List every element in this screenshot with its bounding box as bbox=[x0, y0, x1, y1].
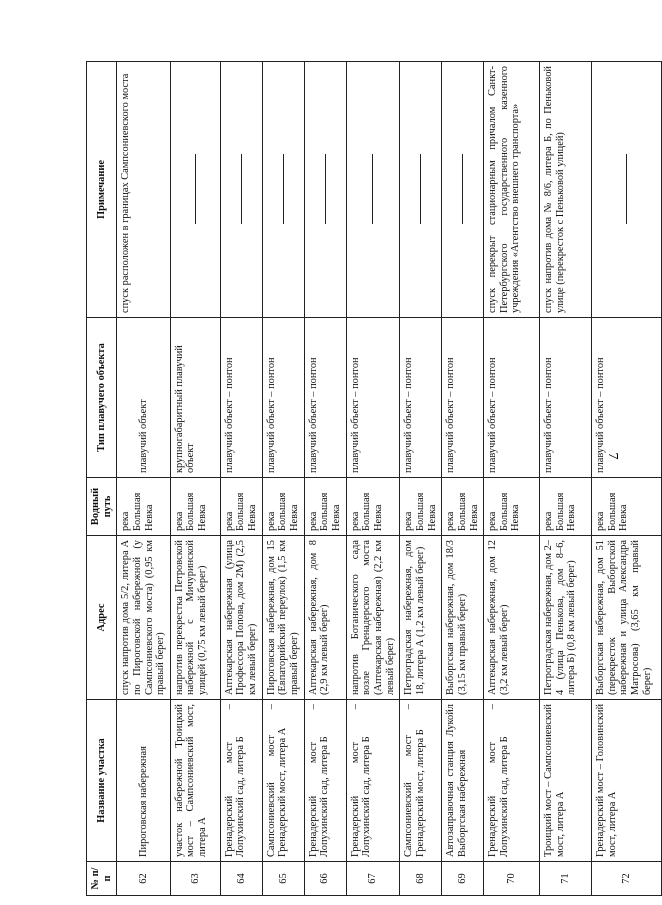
object-type: плавучий объект – понтон bbox=[442, 318, 484, 478]
site-address: Выборгская набережная, дом 18/3 (3,15 км правый берег) bbox=[442, 536, 484, 700]
waterway: река Большая Невка bbox=[540, 478, 592, 536]
site-name: Сампсониевский мост – Гренадерский мост, литера А bbox=[262, 700, 304, 862]
site-address: Аптекарская набережная, дом 8 (2,9 км левый берег) bbox=[304, 536, 346, 700]
object-type: плавучий объект – понтон bbox=[220, 318, 262, 478]
table-row bbox=[592, 62, 662, 896]
table-row bbox=[442, 62, 484, 896]
note: спуск перекрыт стационарным причалом Санкт-Петербургского государственного казенного учреждения «Агентство внешнего транспорта» bbox=[484, 62, 540, 318]
object-type: плавучий объект – понтон bbox=[346, 318, 400, 478]
site-address: Выборгская набережная, дом 51 (перекресток Выборгской набережная и улица Александра Матросова) (3,65 км правый берег) bbox=[592, 536, 662, 700]
row-number: 63 bbox=[170, 862, 220, 896]
row-number: 67 bbox=[346, 862, 400, 896]
note-dash bbox=[442, 62, 484, 318]
note-dash bbox=[592, 62, 662, 318]
object-type: крупногабаритный плавучий объект bbox=[170, 318, 220, 478]
site-name: участок набережной Троицкий мост – Сампсониевский мост, литера А bbox=[170, 700, 220, 862]
waterway: река Большая Невка bbox=[220, 478, 262, 536]
table-row bbox=[346, 62, 400, 896]
waterway: река Большая Невка bbox=[400, 478, 442, 536]
table-row bbox=[220, 62, 262, 896]
site-name: Пироговская набережная bbox=[117, 700, 171, 862]
site-address: напротив Ботанического сада возле Гренадерского моста (Аптекарская набережная) (2,2 км левый берег) bbox=[346, 536, 400, 700]
object-type: плавучий объект – понтон bbox=[540, 318, 592, 478]
waterway: река Большая Невка bbox=[304, 478, 346, 536]
col-header-num: № п/п bbox=[87, 862, 117, 896]
note-dash bbox=[304, 62, 346, 318]
col-header-waterway: Водный путь bbox=[87, 478, 117, 536]
col-header-name: Название участка bbox=[87, 700, 117, 862]
note-dash bbox=[400, 62, 442, 318]
row-number: 64 bbox=[220, 862, 262, 896]
row-number: 70 bbox=[484, 862, 540, 896]
site-name: Гренадерский мост – Головинский мост, литера А bbox=[592, 700, 662, 862]
note: спуск напротив дома № 8/6, литера Б, по Пеньковой улице (перекресток с Пеньковой улицей) bbox=[540, 62, 592, 318]
site-name: Гренадерский мост – Лопухинский сад, литера Б bbox=[220, 700, 262, 862]
site-name: Троицкий мост – Сампсониевский мост, литера А bbox=[540, 700, 592, 862]
page-number: 7 bbox=[605, 452, 620, 460]
row-number: 71 bbox=[540, 862, 592, 896]
note-dash bbox=[170, 62, 220, 318]
table-row bbox=[117, 62, 171, 896]
site-address: Петроградская набережная, дом 18, литера А (1,2 км левый берег) bbox=[400, 536, 442, 700]
row-number: 65 bbox=[262, 862, 304, 896]
row-number: 72 bbox=[592, 862, 662, 896]
row-number: 69 bbox=[442, 862, 484, 896]
object-type: плавучий объект – понтон bbox=[400, 318, 442, 478]
site-address: напротив перекрестка Петровской набережной с Мичуринской улицей (0,75 км левый берег) bbox=[170, 536, 220, 700]
site-address: Аптекарская набережная (улица Профессора Попова, дом 2М) (2,5 км левый берег) bbox=[220, 536, 262, 700]
waterway: река Большая Невка bbox=[170, 478, 220, 536]
note-dash bbox=[346, 62, 400, 318]
rotated-content bbox=[86, 62, 653, 896]
object-type: плавучий объект – понтон bbox=[592, 318, 662, 478]
col-header-note: Примечание bbox=[87, 62, 117, 318]
waterway: река Большая Невка bbox=[484, 478, 540, 536]
table-row bbox=[262, 62, 304, 896]
row-number: 66 bbox=[304, 862, 346, 896]
row-number: 68 bbox=[400, 862, 442, 896]
table-row bbox=[484, 62, 540, 896]
table-row bbox=[170, 62, 220, 896]
object-type: плавучий объект – понтон bbox=[484, 318, 540, 478]
site-name: Гренадерский мост – Лопухинский сад, литера Б bbox=[346, 700, 400, 862]
site-name: Гренадерский мост – Лопухинский сад, литера Б bbox=[484, 700, 540, 862]
object-type: плавучий объект – понтон bbox=[262, 318, 304, 478]
site-name: Автозаправочная станция Лукойл Выборгская набережная bbox=[442, 700, 484, 862]
site-name: Сампсониевский мост – Гренадерский мост, литера Б bbox=[400, 700, 442, 862]
note: спуск расположен в границах Сампсониевского моста bbox=[117, 62, 171, 318]
note-dash bbox=[220, 62, 262, 318]
site-address: Петроградская набережная, дом 2–4 (улица Пенькова, дом 8–6, литера Б) (0,8 км левый берег) bbox=[540, 536, 592, 700]
row-number: 62 bbox=[117, 862, 171, 896]
note-dash bbox=[262, 62, 304, 318]
table-row bbox=[540, 62, 592, 896]
sites-table bbox=[86, 61, 662, 896]
site-address: Аптекарская набережная, дом 12 (3,2 км левый берег) bbox=[484, 536, 540, 700]
site-address: Пироговская набережная, дом 15 (Евпаторийский переулок) (1,5 км правый берег) bbox=[262, 536, 304, 700]
waterway: река Большая Невка bbox=[346, 478, 400, 536]
waterway: река Большая Невка bbox=[442, 478, 484, 536]
waterway: река Большая Невка bbox=[592, 478, 662, 536]
site-address: спуск напротив дома 5/2, литера А по Пироговской набережной (у Сампсониевского моста) (0,95 км правый берег) bbox=[117, 536, 171, 700]
object-type: плавучий объект bbox=[117, 318, 171, 478]
table-header-row bbox=[87, 62, 117, 896]
table-row bbox=[304, 62, 346, 896]
col-header-type: Тип плавучего объекта bbox=[87, 318, 117, 478]
waterway: река Большая Невка bbox=[262, 478, 304, 536]
col-header-address: Адрес bbox=[87, 536, 117, 700]
object-type: плавучий объект – понтон bbox=[304, 318, 346, 478]
site-name: Гренадерский мост – Лопухинский сад, литера Б bbox=[304, 700, 346, 862]
table-row bbox=[400, 62, 442, 896]
waterway: река Большая Невка bbox=[117, 478, 171, 536]
